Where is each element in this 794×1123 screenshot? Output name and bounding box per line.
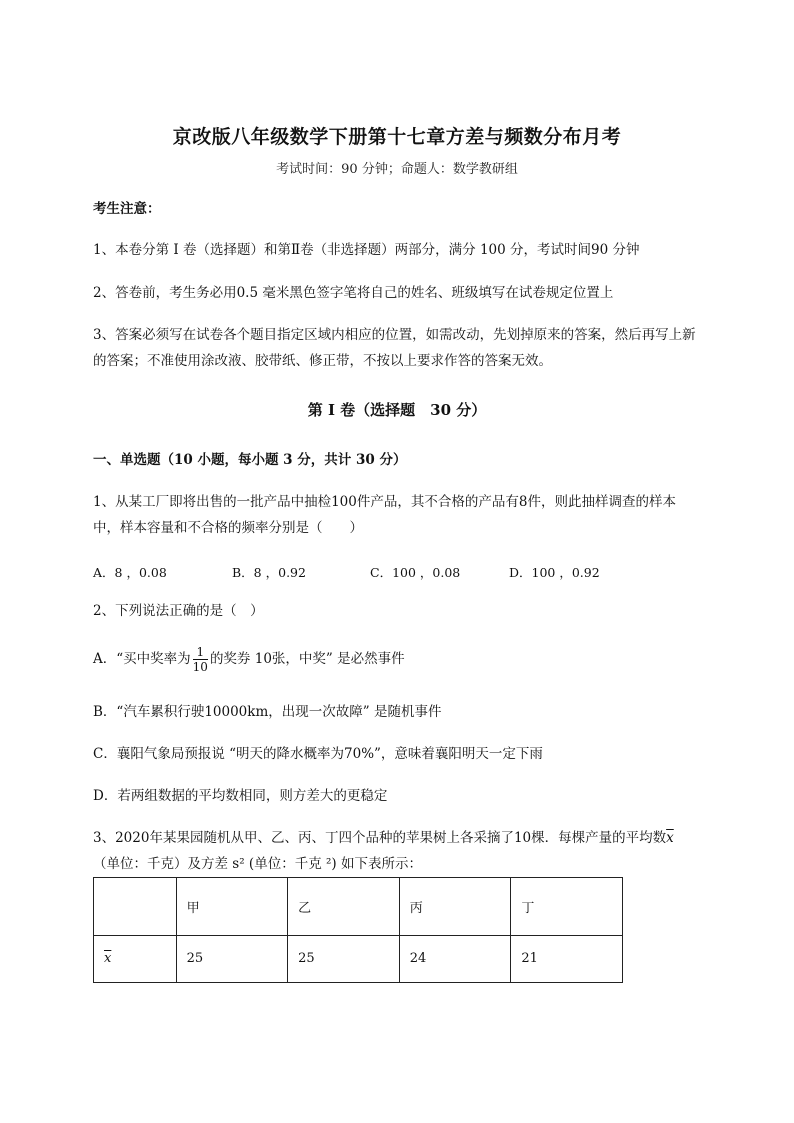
q3-stem-line1 bbox=[93, 827, 674, 849]
table-header-cell: 丙 bbox=[399, 878, 511, 936]
paper-subtitle: 考试时间：90 分钟；命题人：数学教研组 bbox=[276, 162, 518, 177]
paper-title: 京改版八年级数学下册第十七章方差与频数分布月考 bbox=[172, 126, 622, 148]
q1-option-c: C．100 ，0.08 bbox=[370, 565, 461, 580]
q2-option-a-pre: A．“买中奖率为 bbox=[93, 651, 191, 667]
table-header-cell bbox=[94, 878, 177, 936]
q2-option-a-post: 的奖券 10张，中奖” 是必然事件 bbox=[209, 651, 405, 667]
table-header-row bbox=[94, 878, 623, 936]
q3-data-table bbox=[93, 877, 623, 983]
q2-option-c: C．襄阳气象局预报说 “明天的降水概率为70%”，意味着襄阳明天一定下雨 bbox=[93, 746, 543, 762]
q1-option-b: B．8 ，0.92 bbox=[232, 565, 306, 580]
q1-option-d: D．100 ，0.92 bbox=[509, 565, 600, 580]
table-row bbox=[94, 935, 623, 982]
q2-option-a bbox=[93, 645, 405, 674]
q2-stem: 2、下列说法正确的是（ ） bbox=[93, 603, 264, 619]
part-heading: 一、单选题（10 小题，每小题 3 分，共计 30 分） bbox=[93, 452, 407, 468]
fraction-numerator: 1 bbox=[193, 645, 208, 660]
q3-stem-line2: （单位：千克）及方差 s² (单位：千克 ²) 如下表所示： bbox=[93, 856, 422, 872]
table-header-cell: 丁 bbox=[511, 878, 623, 936]
section-title: 第 I 卷（选择题 30 分） bbox=[307, 401, 487, 419]
q1-stem-line1: 1、从某工厂即将出售的一批产品中抽检100件产品，其不合格的产品有8件，则此抽样调查的样本 bbox=[93, 494, 676, 510]
table-row-label bbox=[94, 935, 177, 982]
notice-item-3: 3、答案必须写在试卷各个题目指定区域内相应的位置，如需改动，先划掉原来的答案，然后再写上新 bbox=[93, 327, 696, 343]
mean-symbol: $\overline{x}$ bbox=[104, 951, 112, 967]
q2-option-b: B．“汽车累积行驶10000km，出现一次故障” 是随机事件 bbox=[93, 704, 442, 720]
notice-item-3-cont: 的答案；不准使用涂改液、胶带纸、修正带，不按以上要求作答的答案无效。 bbox=[93, 353, 552, 369]
table-cell: 25 bbox=[288, 935, 400, 982]
q2-option-d: D．若两组数据的平均数相同，则方差大的更稳定 bbox=[93, 788, 388, 804]
table-cell: 25 bbox=[176, 935, 288, 982]
q1-stem-line2: 中，样本容量和不合格的频率分别是（ ） bbox=[93, 520, 363, 536]
table-header-cell: 乙 bbox=[288, 878, 400, 936]
table-header-cell: 甲 bbox=[176, 878, 288, 936]
q1-option-a: A．8 ，0.08 bbox=[93, 565, 167, 580]
mean-symbol: $\overline{x}$ bbox=[666, 830, 674, 846]
table-cell: 24 bbox=[399, 935, 511, 982]
q3-stem-line1-text: 3、2020年某果园随机从甲、乙、丙、丁四个品种的苹果树上各采摘了10棵．每棵产量的平均数 bbox=[93, 830, 667, 846]
notice-item-2: 2、答卷前，考生务必用0.5 毫米黑色签字笔将自己的姓名、班级填写在试卷规定位置上 bbox=[93, 285, 614, 301]
notice-heading: 考生注意： bbox=[93, 201, 161, 217]
notice-item-1: 1、本卷分第 I 卷（选择题）和第Ⅱ卷（非选择题）两部分，满分 100 分，考试时间90 分钟 bbox=[93, 242, 640, 258]
table-cell: 21 bbox=[511, 935, 623, 982]
fraction-denominator: 10 bbox=[192, 660, 208, 674]
fraction bbox=[193, 645, 208, 674]
